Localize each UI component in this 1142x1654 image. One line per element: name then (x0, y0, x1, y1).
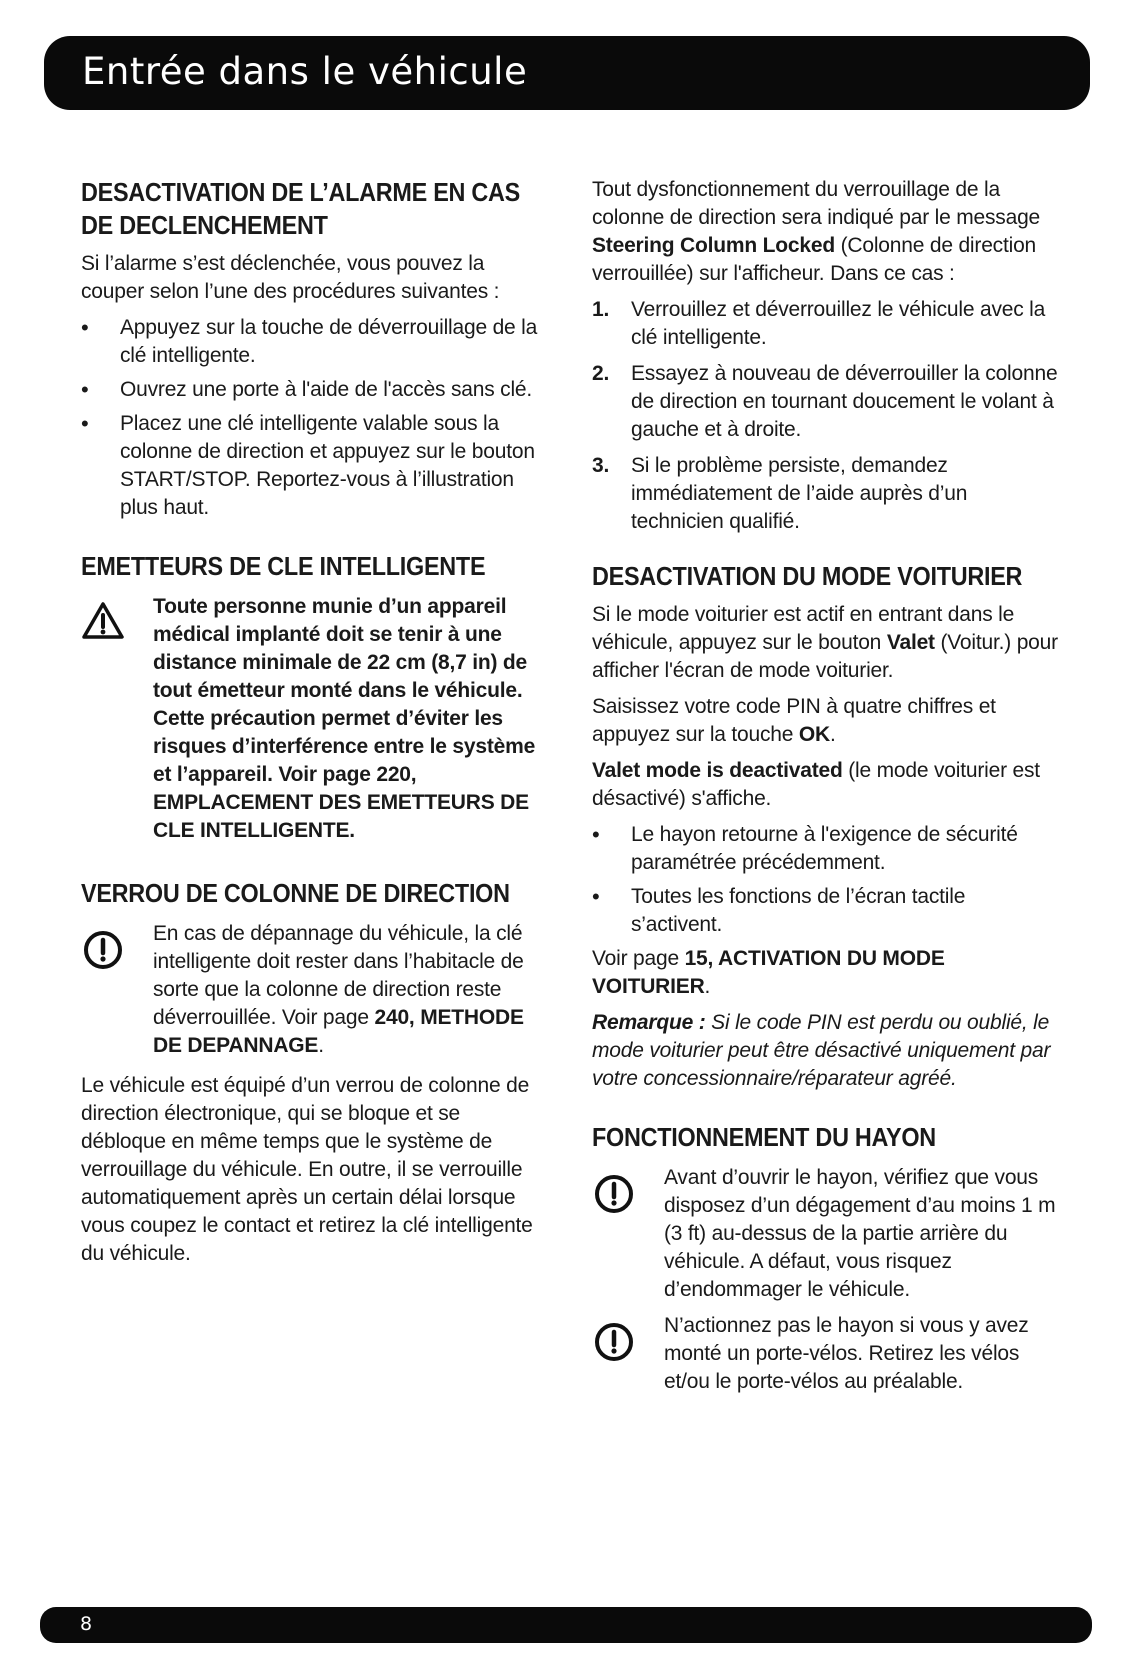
emitters-heading: EMETTEURS DE CLE INTELLIGENTE (81, 551, 486, 581)
valet-note: Remarque : Si le code PIN est perdu ou oublié, le mode voiturier peut être désactivé uniquement par votre concessionnaire/réparateur agréé. (592, 1011, 1051, 1090)
notice-exclamation-icon (81, 928, 125, 972)
page-number: 8 (80, 1613, 93, 1635)
footer-bar (40, 1607, 1092, 1643)
notice-text: N’actionnez pas le hayon si vous y avez monté un porte-vélos. Retirez les vélos et/ou le porte-vélos au préalable. (664, 1314, 1029, 1393)
notice-exclamation-icon (592, 1172, 636, 1216)
tailgate-notice-2 (592, 1312, 1062, 1396)
warning-text: Toute personne munie d’un appareil médical implanté doit se tenir à une distance minimale de 22 cm (8,7 in) de tout émetteur monté dans le véhicule. Cette précaution permet d’éviter les risques d’interférence entre le système et l’appareil. Voir page 220, EMPLACEMENT DES EMETTEURS DE CLE INTELLIGENTE. (153, 595, 536, 842)
list-item: 1. Verrouillez et déverrouillez le véhicule avec la clé intelligente. (592, 298, 1046, 349)
alarm-heading-line1: DESACTIVATION DE L’ALARME EN CAS (81, 177, 521, 207)
right-column (592, 176, 1062, 1396)
valet-paragraph-2: Saisissez votre code PIN à quatre chiffres et appuyez sur la touche OK. (592, 695, 996, 746)
valet-paragraph-3: Valet mode is deactivated (le mode voiturier est désactivé) s'affiche. (592, 759, 1040, 810)
header-bar (44, 36, 1090, 110)
left-column (81, 176, 543, 1268)
valet-paragraph-1: Si le mode voiturier est actif en entrant dans le véhicule, appuyez sur le bouton Valet (Voitur.) pour afficher l'écran de mode voiturier. (592, 603, 1058, 682)
page-reference: 15, ACTIVATION DU MODE VOITURIER (592, 947, 945, 998)
alarm-heading-line2: DE DECLENCHEMENT (81, 210, 328, 240)
page-reference: 240, METHODE DE DEPANNAGE (153, 1006, 524, 1057)
list-item: • Placez une clé intelligente valable sous la colonne de direction et appuyez sur le bouton START/STOP. Reportez-vous à l’illustration plus haut. (81, 410, 543, 522)
alarm-heading (81, 176, 521, 242)
list-item: 3. Si le problème persiste, demandez immédiatement de l’aide auprès d’un technicien qualifié. (592, 454, 968, 533)
notice-text: Avant d’ouvrir le hayon, vérifiez que vous disposez d’un dégagement d’au moins 1 m (3 ft) au-dessus de la partie arrière du véhicule. A défaut, vous risquez d’endommager le véhicule. (664, 1166, 1056, 1301)
lock-paragraph: Le véhicule est équipé d’un verrou de colonne de direction électronique, qui se bloque et se débloque en même temps que le système de verrouillage du véhicule. En outre, il se verrouille automatiquement après un certain délai lorsque vous coupez le contact et retirez la clé intelligente du véhicule. (81, 1074, 533, 1265)
warning-triangle-icon (81, 601, 125, 641)
list-item: • Toutes les fonctions de l’écran tactile s’activent. (592, 883, 1062, 939)
valet-see-page: Voir page 15, ACTIVATION DU MODE VOITURIER. (592, 947, 945, 998)
lock-fault-steps (592, 296, 1062, 536)
list-item: • Le hayon retourne à l'exigence de sécurité paramétrée précédemment. (592, 821, 1062, 877)
alarm-bullet-list (81, 314, 543, 522)
tailgate-notice-1 (592, 1164, 1062, 1304)
notice-text: En cas de dépannage du véhicule, la clé intelligente doit rester dans l’habitacle de sorte que la colonne de direction reste déverrouillée. Voir page 240, METHODE DE DEPANNAGE. (153, 922, 524, 1057)
lock-heading: VERROU DE COLONNE DE DIRECTION (81, 878, 510, 908)
page-title: Entrée dans le véhicule (82, 50, 528, 93)
lock-notice (81, 920, 543, 1060)
valet-heading: DESACTIVATION DU MODE VOITURIER (592, 561, 1023, 591)
tailgate-heading: FONCTIONNEMENT DU HAYON (592, 1122, 936, 1152)
alarm-intro: Si l’alarme s’est déclenchée, vous pouvez la couper selon l’une des procédures suivantes : (81, 252, 500, 303)
emitters-warning (81, 593, 543, 845)
notice-exclamation-icon (592, 1320, 636, 1364)
list-item: 2. Essayez à nouveau de déverrouiller la colonne de direction en tournant doucement le volant à gauche et à droite. (592, 362, 1058, 441)
lock-fault-paragraph: Tout dysfonctionnement du verrouillage de la colonne de direction sera indiqué par le message Steering Column Locked (Colonne de direction verrouillée) sur l'afficheur. Dans ce cas : (592, 178, 1041, 285)
note-label: Remarque : (592, 1011, 706, 1034)
list-item: • Ouvrez une porte à l'aide de l'accès sans clé. (81, 376, 543, 404)
valet-bullet-list (592, 821, 1062, 939)
message-text: Steering Column Locked (592, 234, 835, 257)
list-item: • Appuyez sur la touche de déverrouillage de la clé intelligente. (81, 314, 543, 370)
